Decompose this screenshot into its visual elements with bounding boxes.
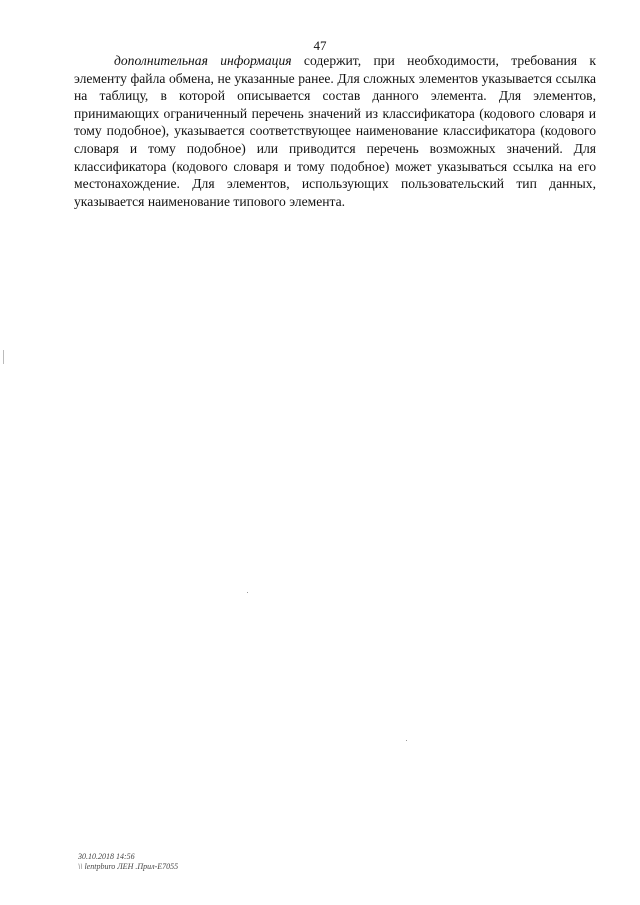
footer-stamp [78,852,178,872]
italic-term: дополнительная информация [114,53,292,68]
scan-edge-mark [3,350,4,364]
scan-speck [406,740,407,741]
paragraph-text: содержит, при необходимости, требования к элементу файла обмена, не указанные ранее. Для сложных элементов указывается ссылка на таблицу, в которой описывается состав данного элемента. Для элементов, принимающих ограниченный перечень значений из классификатора (кодового словаря и тому подобное), указывается соответствующее наименование классификатора (кодового словаря и тому подобное) или приводится перечень возможных значений. Для классификатора (кодового словаря и тому подобное) может указываться ссылка на его местонахождение. Для элементов, использующих пользовательский тип данных, указывается наименование типового элемента. [74,53,596,209]
footer-file-path: \\ lentpburo ЛЕН .Прил-Е7055 [78,862,179,871]
body-paragraph [74,52,596,210]
footer-timestamp: 30.10.2018 14:56 [78,852,135,861]
scan-speck [247,592,248,593]
page-number: 47 [313,38,327,53]
